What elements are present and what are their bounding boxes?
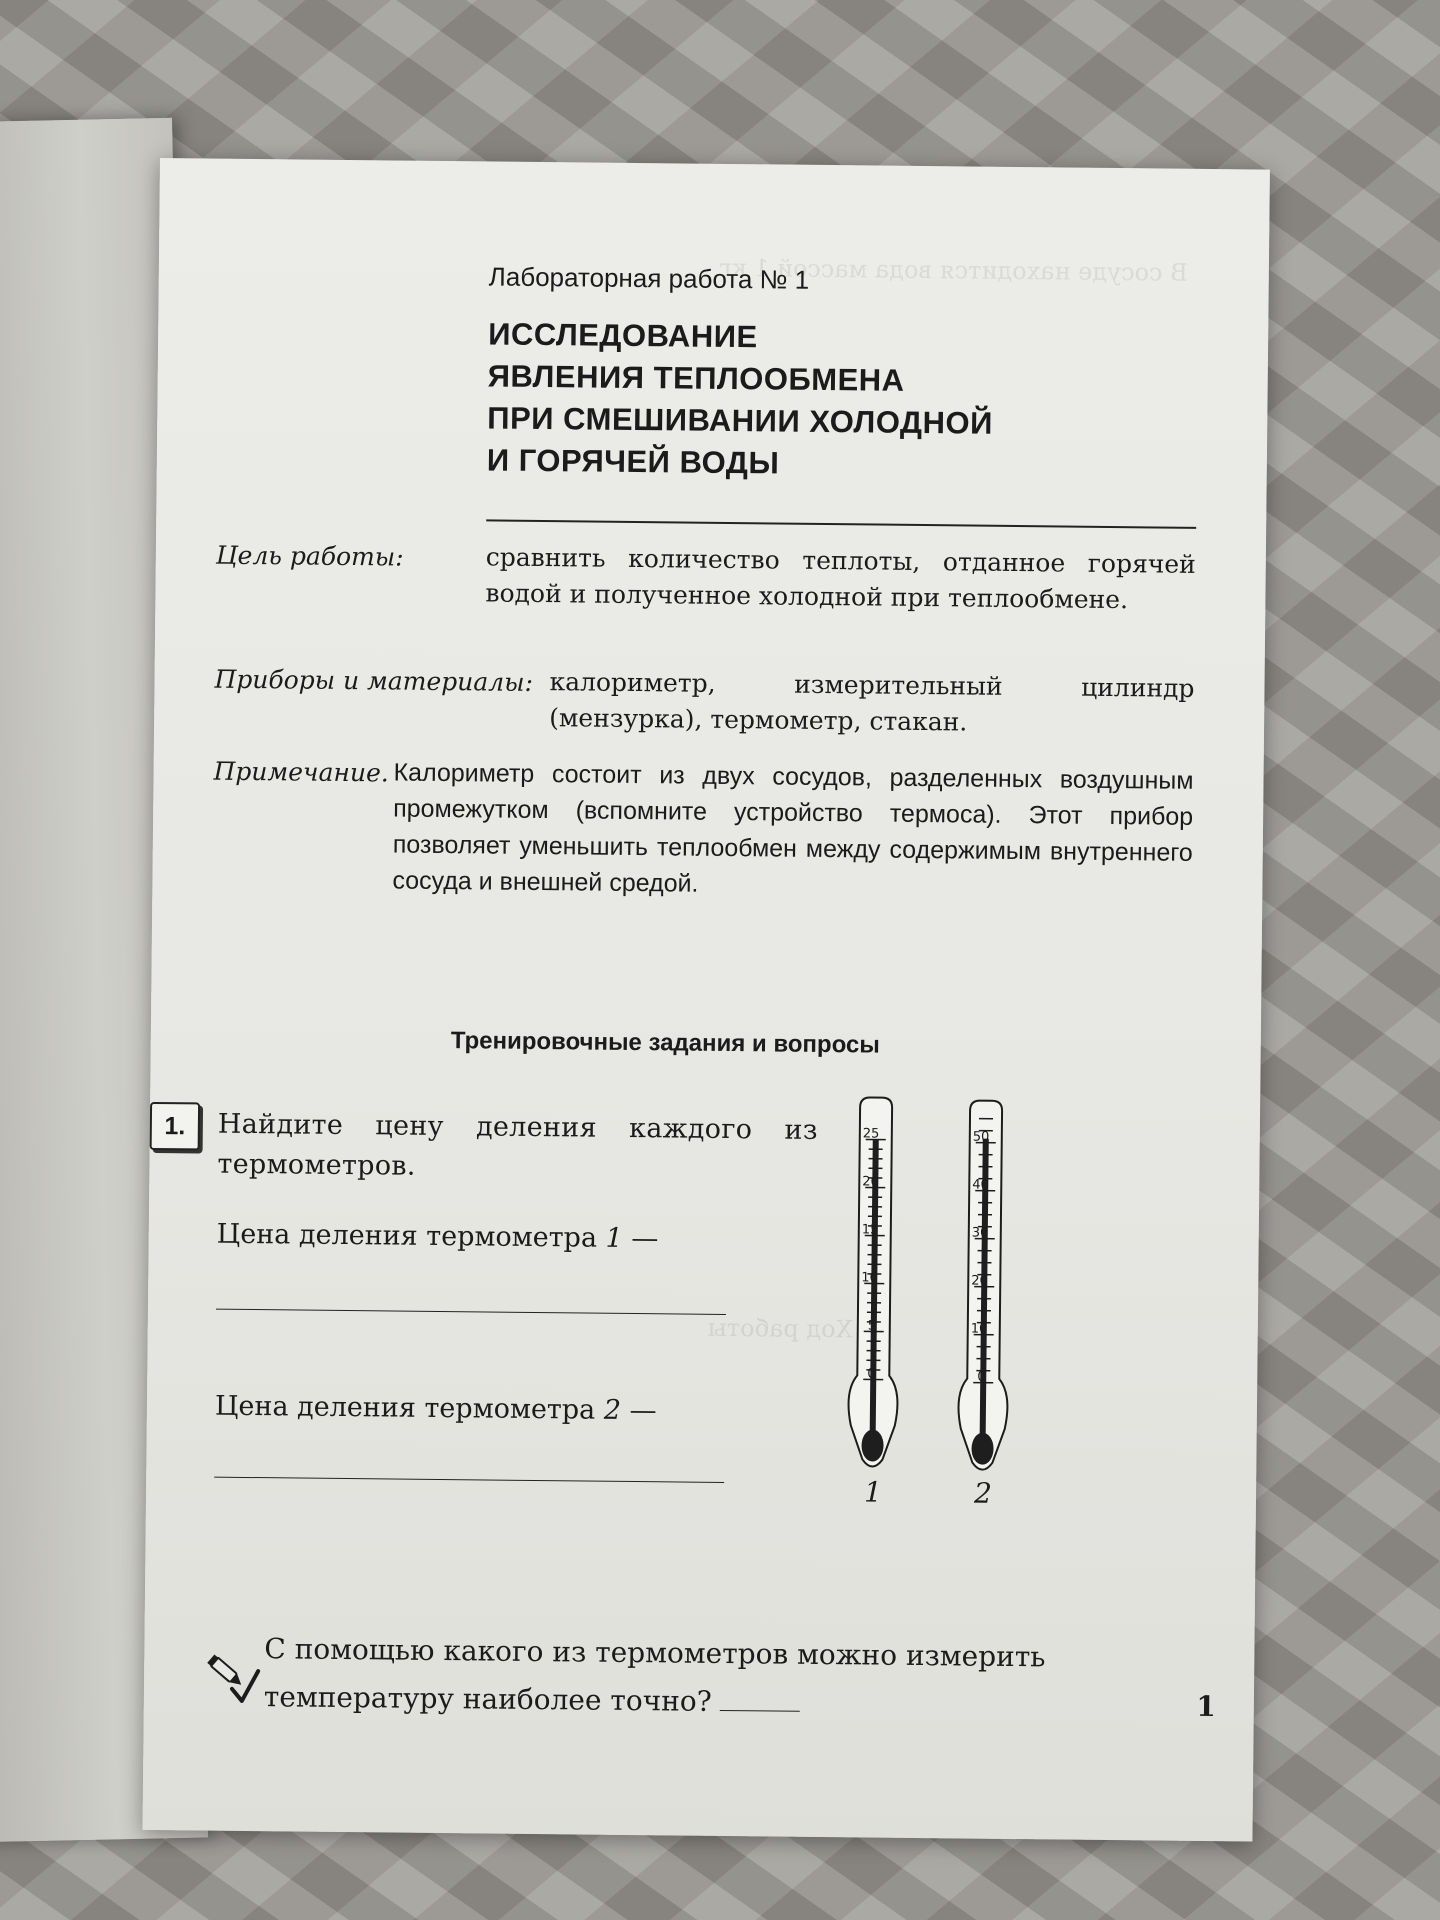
pencil-check-icon bbox=[202, 1649, 263, 1710]
thermometer-2 bbox=[936, 1098, 1030, 1479]
title-line: ИССЛЕДОВАНИЕ bbox=[487, 316, 758, 355]
title-divider bbox=[486, 519, 1196, 528]
question-text: С помощью какого из термометров можно измерить температуру наиболее точно? bbox=[263, 1632, 1046, 1718]
thermometer-2-scale-label: 50 bbox=[972, 1129, 990, 1145]
materials-label: Приборы и материалы: bbox=[214, 664, 534, 697]
thermometer-1-scale-label: 20 bbox=[862, 1174, 879, 1190]
thermometer-1-scale-label: 5 bbox=[867, 1318, 877, 1334]
thermometer-2-answer-label: Цена деления термометра 2 — bbox=[214, 1390, 657, 1427]
thermometer-2-scale-label: 20 bbox=[971, 1273, 988, 1289]
thermometer-1-scale-label: 0 bbox=[867, 1366, 876, 1382]
thermometer-1-answer-label: Цена деления термометра 1 — bbox=[216, 1218, 659, 1255]
lab-work-label: Лабораторная работа № 1 bbox=[488, 261, 810, 295]
thermometer-2-scale-label: 0 bbox=[977, 1369, 986, 1385]
title-line: ПРИ СМЕШИВАНИИ ХОЛОДНОЙ bbox=[487, 400, 994, 441]
task-text: Найдите цену деления каждого из термометров. bbox=[217, 1108, 819, 1182]
thermometer-1-scale-label: 10 bbox=[861, 1270, 878, 1286]
thermometer-2-scale-label: 10 bbox=[970, 1321, 988, 1337]
page-title bbox=[487, 313, 994, 486]
thermometer-1-scale-label: 25 bbox=[862, 1126, 880, 1142]
question-answer-field[interactable] bbox=[720, 1710, 800, 1712]
materials-text: калориметр, измерительный цилиндр (мензурка), термометр, стакан. bbox=[549, 667, 1195, 737]
thermometer-1-caption: 1 bbox=[863, 1475, 883, 1509]
show-through-text: Ход работы bbox=[707, 1313, 853, 1344]
task-number-badge: 1. bbox=[150, 1102, 200, 1151]
thermometer-2-answer-field[interactable] bbox=[214, 1477, 724, 1483]
title-line: И ГОРЯЧЕЙ ВОДЫ bbox=[486, 442, 780, 481]
note-label: Примечание. bbox=[213, 756, 389, 788]
page-number: 1 bbox=[1196, 1689, 1217, 1724]
workbook-page bbox=[142, 158, 1269, 1842]
section-heading: Тренировочные задания и вопросы bbox=[450, 1027, 880, 1059]
thermometer-1 bbox=[826, 1095, 920, 1476]
thermometer-1-scale-label: 15 bbox=[861, 1222, 879, 1238]
note-text: Калориметр состоит из двух сосудов, разделенных воздушным промежутком (вспомните устройство термоса). Этот прибор позволяет уменьшить теплообмен между содержимым внутреннего сосуда и внешней средой. bbox=[392, 758, 1194, 898]
thermometer-2-scale-label: 30 bbox=[971, 1225, 989, 1241]
thermometer-1-number: 1 bbox=[605, 1222, 623, 1254]
thermometer-2-number: 2 bbox=[603, 1394, 622, 1426]
show-through-text: В сосуде находится вода массой 1 кг bbox=[718, 253, 1188, 287]
goal-text: сравнить количество теплоты, отданное горячей водой и полученное холодной при теплообмене. bbox=[485, 542, 1196, 615]
title-line: ЯВЛЕНИЯ ТЕПЛООБМЕНА bbox=[487, 358, 905, 398]
goal-label: Цель работы: bbox=[215, 540, 404, 572]
thermometer-2-caption: 2 bbox=[973, 1476, 993, 1510]
thermometer-2-scale-label: 40 bbox=[972, 1177, 989, 1193]
thermometer-1-answer-field[interactable] bbox=[216, 1309, 726, 1315]
